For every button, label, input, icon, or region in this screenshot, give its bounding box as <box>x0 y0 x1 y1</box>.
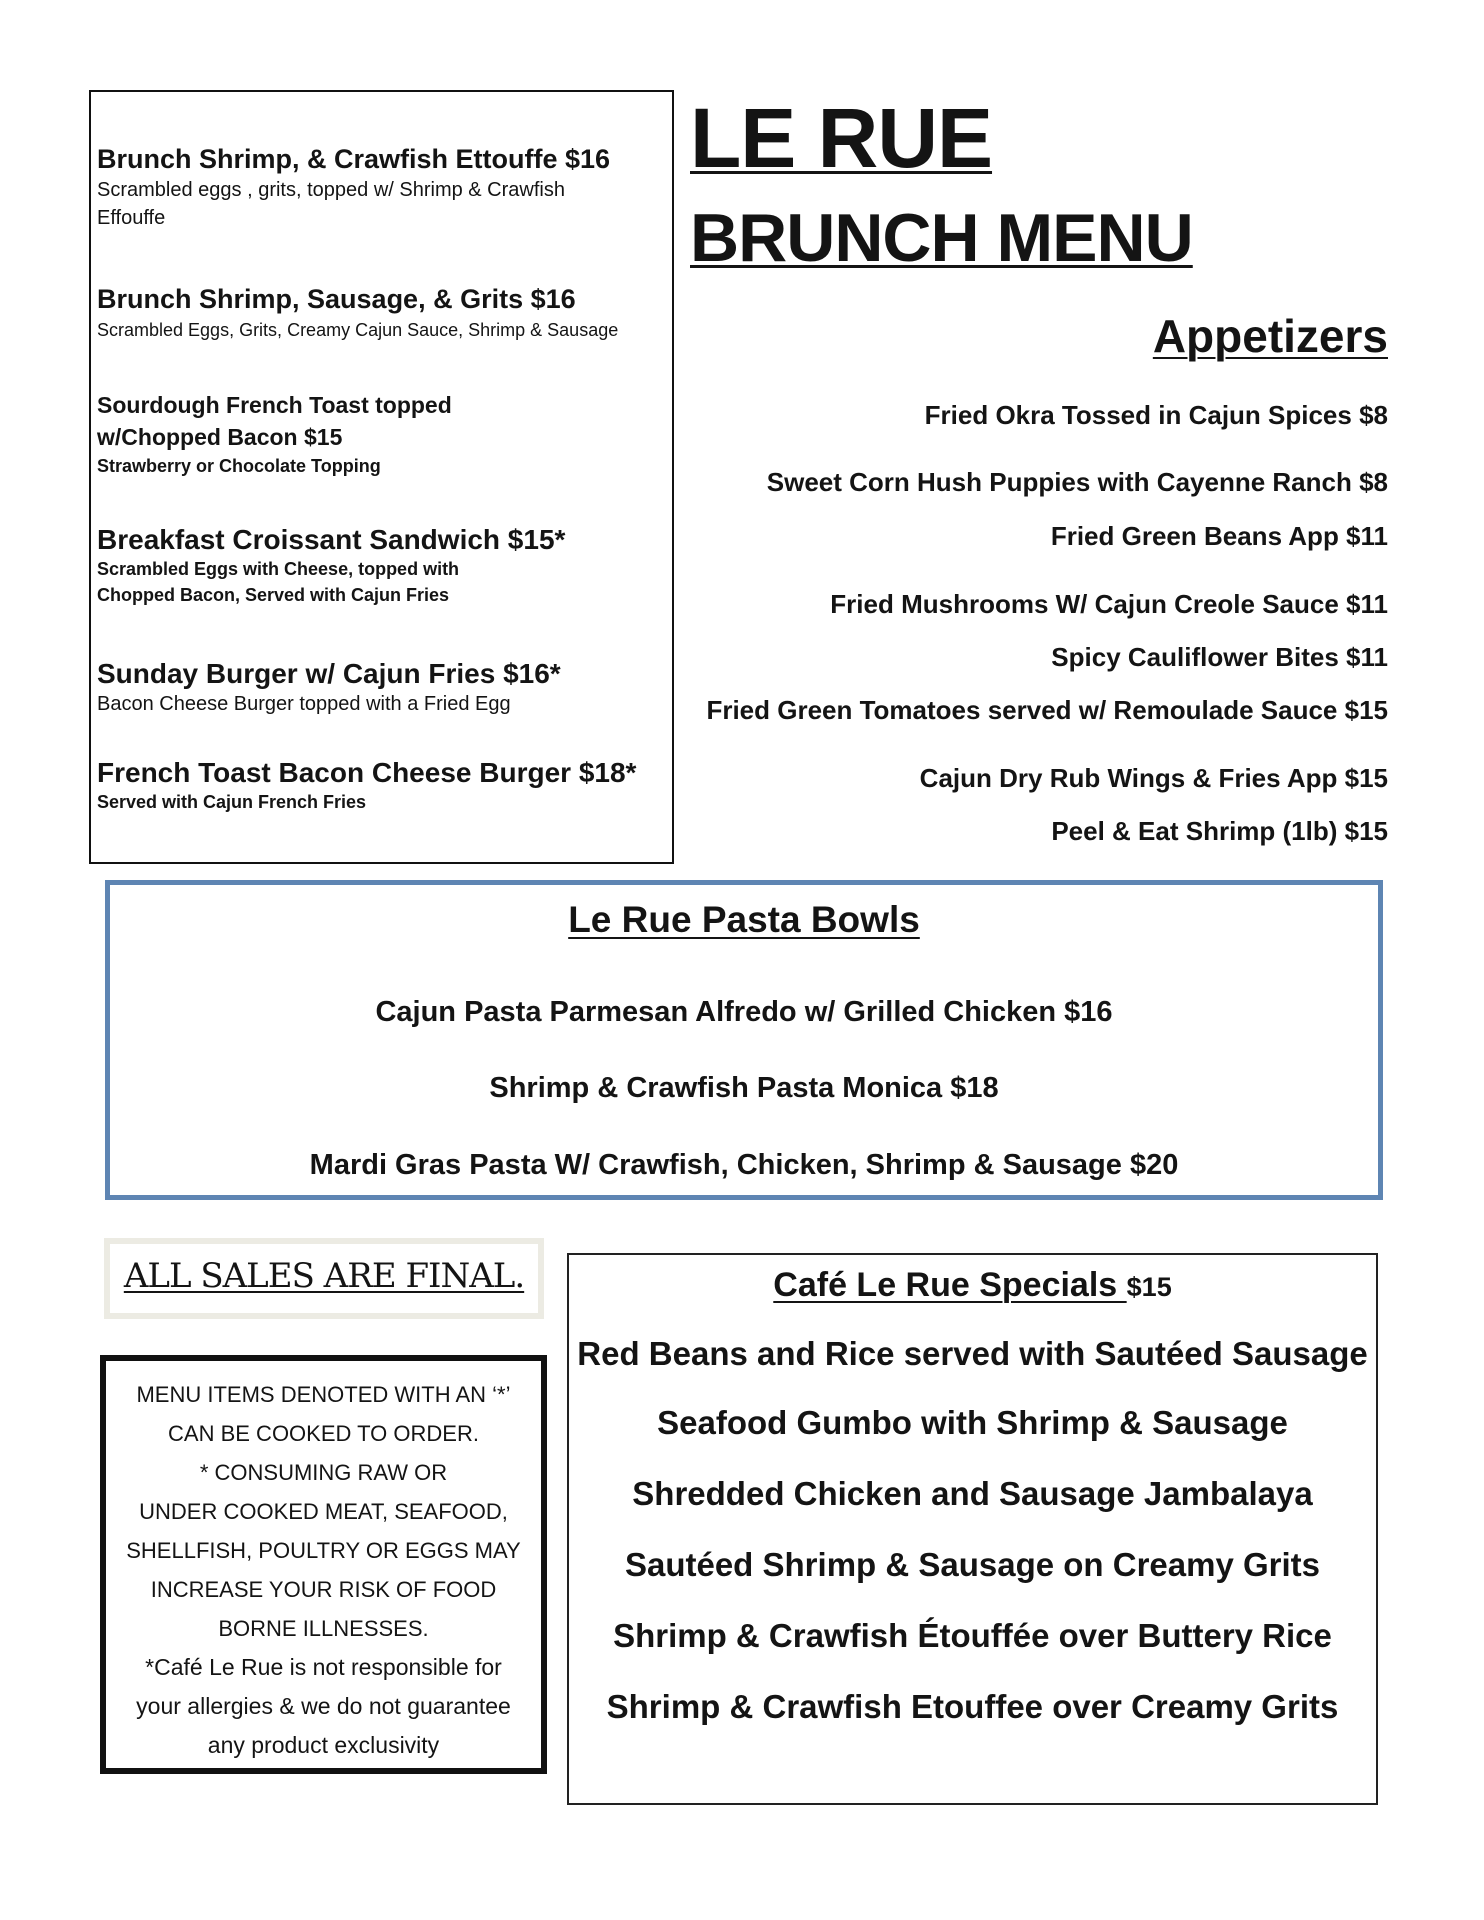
disclaimer-line: BORNE ILLNESSES. <box>218 1616 429 1641</box>
menu-subtitle: BRUNCH MENU <box>690 200 1193 276</box>
special-item: Shrimp & Crawfish Étouffée over Buttery Rice <box>613 1617 1332 1654</box>
item-title: Brunch Shrimp, & Crawfish Ettouffe $16 <box>97 144 611 174</box>
specials-price: $15 <box>1126 1272 1172 1302</box>
appetizer-item: Fried Green Tomatoes served w/ Remoulade Sauce $15 <box>706 695 1388 725</box>
item-title: French Toast Bacon Cheese Burger $18* <box>97 757 637 788</box>
special-item: Shredded Chicken and Sausage Jambalaya <box>632 1475 1313 1512</box>
item-description: Chopped Bacon, Served with Cajun Fries <box>97 585 450 605</box>
appetizer-item: Spicy Cauliflower Bites $11 <box>1051 642 1388 672</box>
sales-final-notice: ALL SALES ARE FINAL. <box>123 1256 525 1296</box>
disclaimer-line: MENU ITEMS DENOTED WITH AN ‘*’ <box>136 1382 511 1407</box>
specials-heading <box>567 1262 1378 1310</box>
specials-title: Café Le Rue Specials <box>773 1266 1127 1304</box>
item-title: w/Chopped Bacon $15 <box>97 424 343 450</box>
appetizer-item: Peel & Eat Shrimp (1lb) $15 <box>1051 816 1388 846</box>
item-description: Scrambled Eggs, Grits, Creamy Cajun Sauce, Shrimp & Sausage <box>97 320 619 340</box>
pasta-heading: Le Rue Pasta Bowls <box>568 899 920 940</box>
special-item: Shrimp & Crawfish Etouffee over Creamy Grits <box>606 1688 1339 1725</box>
item-title: Sunday Burger w/ Cajun Fries $16* <box>97 658 561 689</box>
item-title: Brunch Shrimp, Sausage, & Grits $16 <box>97 284 576 314</box>
brunch-item <box>97 283 667 344</box>
brunch-item <box>97 657 667 718</box>
pasta-item: Mardi Gras Pasta W/ Crawfish, Chicken, Shrimp & Sausage $20 <box>309 1149 1179 1181</box>
disclaimer-line: any product exclusivity <box>207 1732 440 1758</box>
disclaimer-line: UNDER COOKED MEAT, SEAFOOD, <box>139 1499 508 1524</box>
brunch-item <box>97 143 667 232</box>
appetizers-heading: Appetizers <box>1152 310 1388 362</box>
item-description: Scrambled eggs , grits, topped w/ Shrimp & Crawfish <box>97 179 565 201</box>
item-description: Bacon Cheese Burger topped with a Fried Egg <box>97 693 511 715</box>
pasta-item: Shrimp & Crawfish Pasta Monica $18 <box>489 1072 999 1104</box>
brunch-item <box>97 389 667 479</box>
appetizer-item: Fried Mushrooms W/ Cajun Creole Sauce $11 <box>830 589 1388 619</box>
brunch-item <box>97 756 667 815</box>
special-item: Sautéed Shrimp & Sausage on Creamy Grits <box>624 1546 1321 1583</box>
appetizer-item: Fried Okra Tossed in Cajun Spices $8 <box>924 400 1388 430</box>
item-title: Sourdough French Toast topped <box>97 392 452 418</box>
disclaimer-line: *Café Le Rue is not responsible for <box>145 1654 502 1680</box>
special-item: Seafood Gumbo with Shrimp & Sausage <box>657 1404 1288 1441</box>
item-description: Served with Cajun French Fries <box>97 792 367 812</box>
item-description: Effouffe <box>97 207 166 229</box>
item-description: Scrambled Eggs with Cheese, topped with <box>97 559 460 579</box>
disclaimer-line: SHELLFISH, POULTRY OR EGGS MAY <box>126 1538 521 1563</box>
appetizer-item: Cajun Dry Rub Wings & Fries App $15 <box>919 763 1388 793</box>
brunch-item <box>97 523 667 608</box>
appetizer-item: Fried Green Beans App $11 <box>1050 521 1388 551</box>
item-title: Breakfast Croissant Sandwich $15* <box>97 524 566 555</box>
disclaimer-line: your allergies & we do not guarantee <box>136 1693 511 1719</box>
disclaimer-line: * CONSUMING RAW OR <box>199 1460 448 1485</box>
special-item: Red Beans and Rice served with Sautéed Sausage <box>577 1335 1368 1372</box>
pasta-item: Cajun Pasta Parmesan Alfredo w/ Grilled Chicken $16 <box>375 996 1113 1028</box>
disclaimer-line: INCREASE YOUR RISK OF FOOD <box>150 1577 497 1602</box>
menu-title: LE RUE <box>690 91 993 185</box>
item-description: Strawberry or Chocolate Topping <box>97 456 381 476</box>
appetizer-item: Sweet Corn Hush Puppies with Cayenne Ranch $8 <box>766 467 1388 497</box>
disclaimer-line: CAN BE COOKED TO ORDER. <box>168 1421 479 1446</box>
